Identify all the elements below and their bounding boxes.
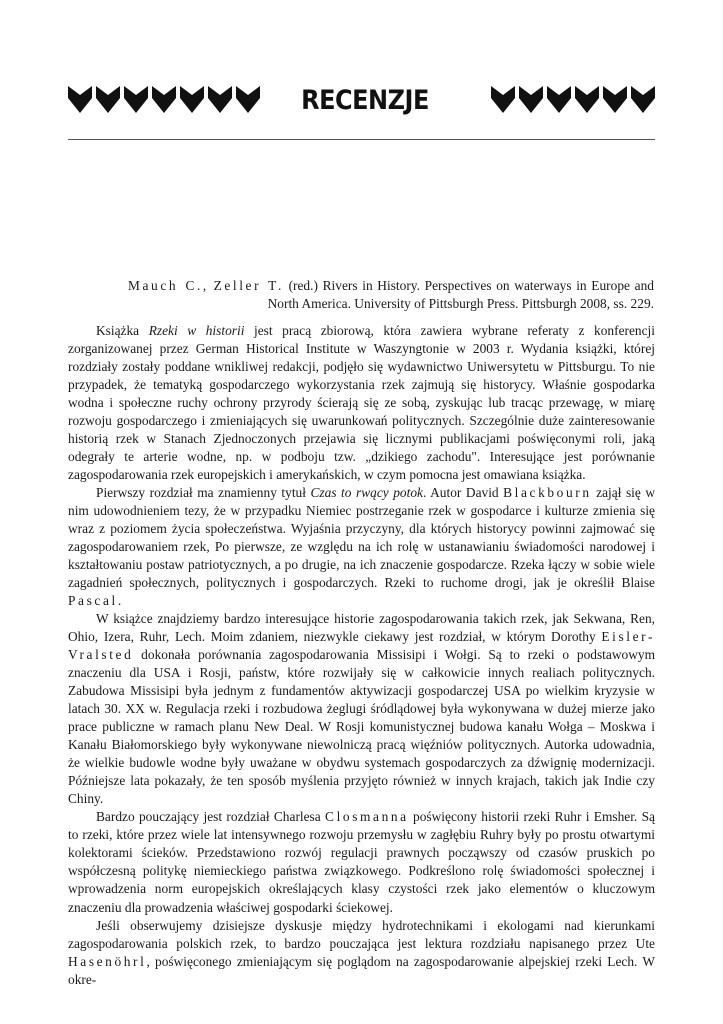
- paragraph: Jeśli obserwujemy dzisiejsze dyskusje między hydrotechnikami i ekologami nad kierunkami zagospodarowania polskich rzek, to bardzo pouczająca jest lektura rozdziału napisanego przez Ute Hasenöhrl, poświęconego zmieniającym się poglądom na zagospodarowanie alpejskiej rzeki Lech. W okre-: [68, 917, 655, 987]
- paragraph: Pierwszy rozdział ma znamienny tytuł Czas to rwący potok. Autor David Blackbourn zajął się w nim udowodnieniem tezy, że w przypadku Niemiec postrzeganie rzek w gospodarce i kulturze zmienia się wraz z poziomem życia społeczeństwa. Wyjaśnia przyczyny, dla których historycy powinni zajmować się zagospodarowaniem rzek, Po pierwsze, ze względu na ich rolę w ustanawianiu świadomości narodowej i kształtowaniu postaw patriotycznych, a po drugie, na ich znaczenie gospodarcze. Rzeka łączy w sobie wiele zagadnień społecznych, politycznych i gospodarczych. Rzeki to ruchome drogi, jak je określił Blaise Pascal.: [68, 485, 656, 609]
- chapter-title: Czas to rwący potok: [310, 485, 423, 501]
- author-name: Eisler-Vralsted: [68, 629, 655, 663]
- chevron-ornament-icon: [547, 86, 571, 113]
- ornament-left: [68, 86, 260, 113]
- citation-author: Mauch C.,: [128, 278, 209, 293]
- chevron-ornament-icon: [124, 86, 148, 113]
- chevron-ornament-icon: [603, 86, 627, 113]
- chevron-ornament-icon: [575, 86, 599, 113]
- paragraph: Bardzo pouczający jest rozdział Charlesa Closmanna poświęcony historii rzeki Ruhr i Emsher. Są to rzeki, które przez wiele lat intensywnego rozwoju przemysłu w zagłębiu Ruhry były po prostu otwartymi kolektorami ścieków. Przedstawiono rozwój regulacji prawnych począwszy od czasów pruskich po współczesną politykę niemieckiego państwa związkowego. Podkreślono rolę świadomości społecznej i wprowadzenia norm europejskich określających klasy czystości rzek jako elementów o kluczowym znaczeniu dla prowadzenia właściwej gospodarki ściekowej.: [68, 809, 655, 915]
- book-title: Rzeki w historii: [148, 323, 245, 338]
- paragraph: Książka Rzeki w historii jest pracą zbiorową, która zawiera wybrane referaty z konferencji zorganizowanej przez German Historical Institute w Waszyngtonie w 2003 r. Wydania książki, której rozdziały zostały poddane wnikliwej redakcji, podjęło się wydawnictwo Uniwersytetu w Pittsburgu. To nie przypadek, że tematyką gospodarczego wykorzystania rzek zajmują się historycy. Właśnie gospodarka wodna i społeczne ruchy ochrony przyrody ścierają się ze sobą, zyskując lub tracąc przewagę, w miarę rozwoju gospodarczego i zmieniających się uwarunkowań politycznych. Szczególnie duże zainteresowanie historią rzek w Stanach Zjednoczonych przejawia się licznymi publikacjami poświęconymi roli, jaką odegrały te arterie wodne, np. w podboju tzw. „dzikiego zachodu". Interesujące jest porównanie zagospodarowania rzek europejskich i amerykańskich, w czym pomocna jest omawiana książka.: [68, 323, 655, 483]
- review-body: [68, 322, 655, 989]
- chevron-ornament-icon: [68, 86, 92, 113]
- citation-text: (red.) Rivers in History. Perspectives on waterways in Europe and North America. University of Pittsburgh Press. Pittsburgh 2008, ss. 229.: [267, 278, 654, 311]
- section-header: [68, 82, 655, 118]
- ornament-right: [491, 86, 655, 113]
- chevron-ornament-icon: [631, 86, 655, 113]
- chevron-ornament-icon: [208, 86, 232, 113]
- chevron-ornament-icon: [519, 86, 543, 113]
- author-name: Closmanna: [325, 809, 409, 825]
- section-title: RECENZJE: [301, 84, 429, 116]
- paragraph: W książce znajdziemy bardzo interesujące historie zagospodarowania takich rzek, jak Sekwana, Ren, Ohio, Izera, Ruhr, Lech. Moim zdaniem, niezwykle ciekawy jest rozdział, w którym Dorothy Eisler-Vralsted dokonała porównania zagospodarowania Missisipi i Wołgi. Są to rzeki o podstawowym znaczeniu dla USA i Rosji, państw, które rozwijały się w całkowicie innych realiach politycznych. Zabudowa Missisipi była jednym z fundamentów aktywizacji gospodarczej USA po wielkim kryzysie w latach 30. XX w. Regulacja rzeki i rozbudowa żeglugi śródlądowej była wykonywana w dużej mierze jako prace publiczne w ramach planu New Deal. W Rosji komunistycznej budowa kanału Wołga – Moskwa i Kanału Białomorskiego były wykonywane niewolniczą pracą więźniów politycznych. Autorka udowadnia, że wielkie budowle wodne były uważane w obydwu systemach gospodarczych za dźwignię modernizacji. Późniejsze lata pokazały, że ten sposób myślenia przyjęto również w innych krajach, takich jak Indie czy Chiny.: [68, 611, 655, 807]
- header-divider: [68, 139, 655, 140]
- chevron-ornament-icon: [96, 86, 120, 113]
- chevron-ornament-icon: [152, 86, 176, 113]
- book-citation: [128, 277, 654, 313]
- author-name: Hasenöhrl: [68, 953, 147, 969]
- citation-author: Zeller T.: [213, 278, 284, 293]
- author-name: Pascal: [68, 593, 118, 609]
- chevron-ornament-icon: [236, 86, 260, 113]
- author-name: Blackbourn: [503, 485, 592, 501]
- chevron-ornament-icon: [491, 86, 515, 113]
- chevron-ornament-icon: [180, 86, 204, 113]
